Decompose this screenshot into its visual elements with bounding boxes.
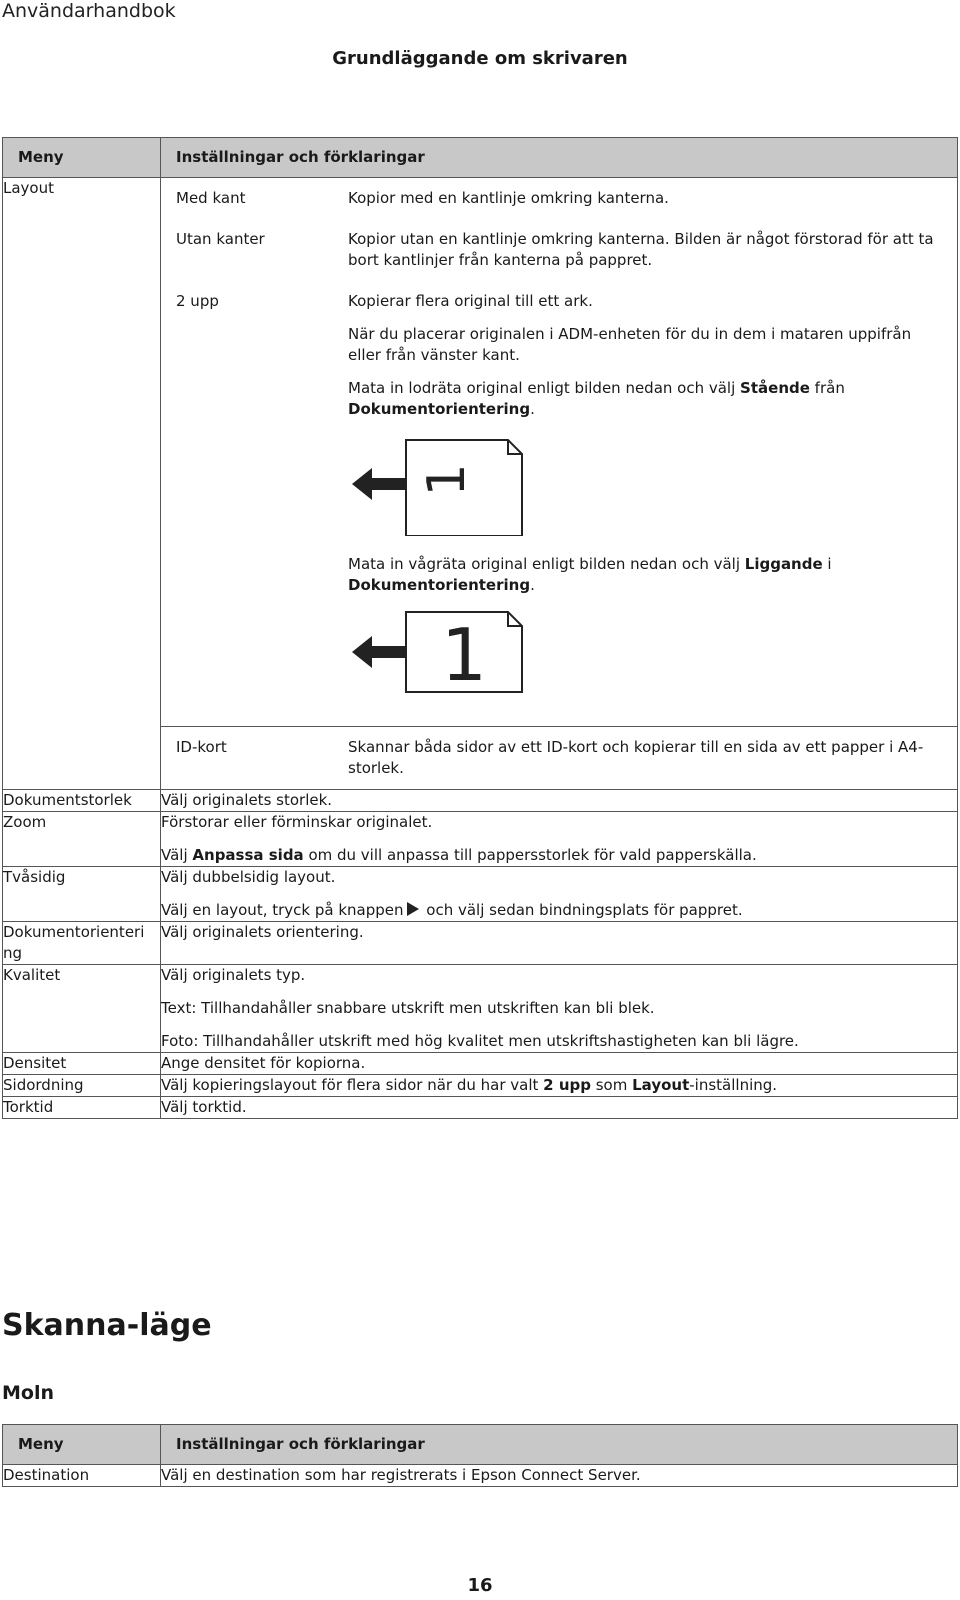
col-settings-header: Inställningar och förklaringar (161, 138, 958, 178)
cloud-subheading: Moln (2, 1382, 54, 1404)
zoom-desc-2: Välj Anpassa sida om du vill anpassa till pappersstorlek för vald papperskälla. (161, 846, 757, 864)
table-row-density (3, 1053, 958, 1075)
table-row-page-order (3, 1075, 958, 1097)
table-row-doc-orientation (3, 922, 958, 965)
menu-label-dry-time: Torktid (3, 1097, 161, 1119)
table-row-doc-size (3, 790, 958, 812)
col-menu-header: Meny (3, 138, 161, 178)
table-row-layout (3, 178, 958, 790)
dry-time-desc: Välj torktid. (161, 1097, 958, 1119)
option-id-card: ID-kort (176, 738, 227, 756)
page-number: 16 (467, 1575, 493, 1596)
copy-settings-table (2, 137, 958, 1119)
option-two-up: 2 upp (176, 292, 219, 310)
option-with-border: Med kant (176, 189, 246, 207)
option-borderless-desc: Kopior utan en kantlinje omkring kanterna. Bilden är något förstorad för att ta bort kantlinjer från kanterna på pappret. (348, 230, 934, 269)
option-with-border-desc: Kopior med en kantlinje omkring kanterna. (348, 189, 669, 207)
scan-settings-table (2, 1424, 958, 1487)
table-row-destination (3, 1465, 958, 1487)
destination-desc: Välj en destination som har registrerats i Epson Connect Server. (161, 1465, 958, 1487)
left-arrow-icon (352, 636, 410, 668)
portrait-feed-diagram (348, 432, 538, 536)
menu-label-doc-orientation: Dokumentorienteri ng (3, 922, 161, 965)
option-id-card-desc: Skannar båda sidor av ett ID-kort och kopierar till en sida av ett papper i A4-storlek. (348, 738, 924, 777)
menu-label-duplex: Tvåsidig (3, 867, 161, 922)
doc-orientation-desc: Välj originalets orientering. (161, 922, 958, 965)
two-up-desc-4: Mata in vågräta original enligt bilden nedan och välj Liggande i Dokumentorientering. (348, 555, 832, 594)
scan-mode-heading: Skanna-läge (2, 1308, 212, 1343)
duplex-desc-1: Välj dubbelsidig layout. (161, 868, 336, 886)
table-header-row (3, 138, 958, 178)
duplex-desc-2: Välj en layout, tryck på knappen och välj sedan bindningsplats för pappret. (161, 901, 743, 919)
two-up-desc-1: Kopierar flera original till ett ark. (348, 292, 593, 310)
table-row-quality (3, 965, 958, 1053)
zoom-desc (161, 812, 958, 867)
option-two-up-desc (333, 281, 957, 726)
left-arrow-icon (352, 468, 410, 500)
menu-label-quality: Kvalitet (3, 965, 161, 1053)
table-header-row (3, 1425, 958, 1465)
landscape-feed-diagram (348, 608, 538, 698)
menu-label-doc-size: Dokumentstorlek (3, 790, 161, 812)
table-row-duplex (3, 867, 958, 922)
doc-size-desc: Välj originalets storlek. (161, 790, 958, 812)
quality-desc-3: Foto: Tillhandahåller utskrift med hög kvalitet men utskriftshastigheten kan bli lägre. (161, 1032, 799, 1050)
menu-label-destination: Destination (3, 1465, 161, 1487)
zoom-desc-1: Förstorar eller förminskar originalet. (161, 813, 433, 831)
table-row-dry-time (3, 1097, 958, 1119)
manual-title: Användarhandbok (2, 0, 176, 22)
menu-label-zoom: Zoom (3, 812, 161, 867)
option-borderless: Utan kanter (176, 230, 265, 248)
menu-label-page-order: Sidordning (3, 1075, 161, 1097)
layout-label: Layout (3, 179, 54, 197)
quality-desc (161, 965, 958, 1053)
rotated-one-glyph: 1 (417, 463, 477, 497)
upright-one-glyph: 1 (441, 613, 487, 697)
page-order-desc: Välj kopieringslayout för flera sidor när du har valt 2 upp som Layout-inställning. (161, 1075, 958, 1097)
table-row-zoom (3, 812, 958, 867)
col-menu-header: Meny (3, 1425, 161, 1465)
quality-desc-2: Text: Tillhandahåller snabbare utskrift men utskriften kan bli blek. (161, 999, 655, 1017)
right-triangle-icon (406, 902, 420, 916)
layout-options (161, 178, 958, 790)
two-up-desc-3: Mata in lodräta original enligt bilden nedan och välj Stående från Dokumentorientering. (348, 379, 845, 418)
section-title: Grundläggande om skrivaren (332, 48, 628, 69)
col-settings-header: Inställningar och förklaringar (161, 1425, 958, 1465)
density-desc: Ange densitet för kopiorna. (161, 1053, 958, 1075)
menu-label-layout (3, 178, 161, 790)
quality-desc-1: Välj originalets typ. (161, 966, 306, 984)
two-up-desc-2: När du placerar originalen i ADM-enheten för du in dem i mataren uppifrån eller från vänster kant. (348, 325, 912, 364)
duplex-desc (161, 867, 958, 922)
menu-label-density: Densitet (3, 1053, 161, 1075)
